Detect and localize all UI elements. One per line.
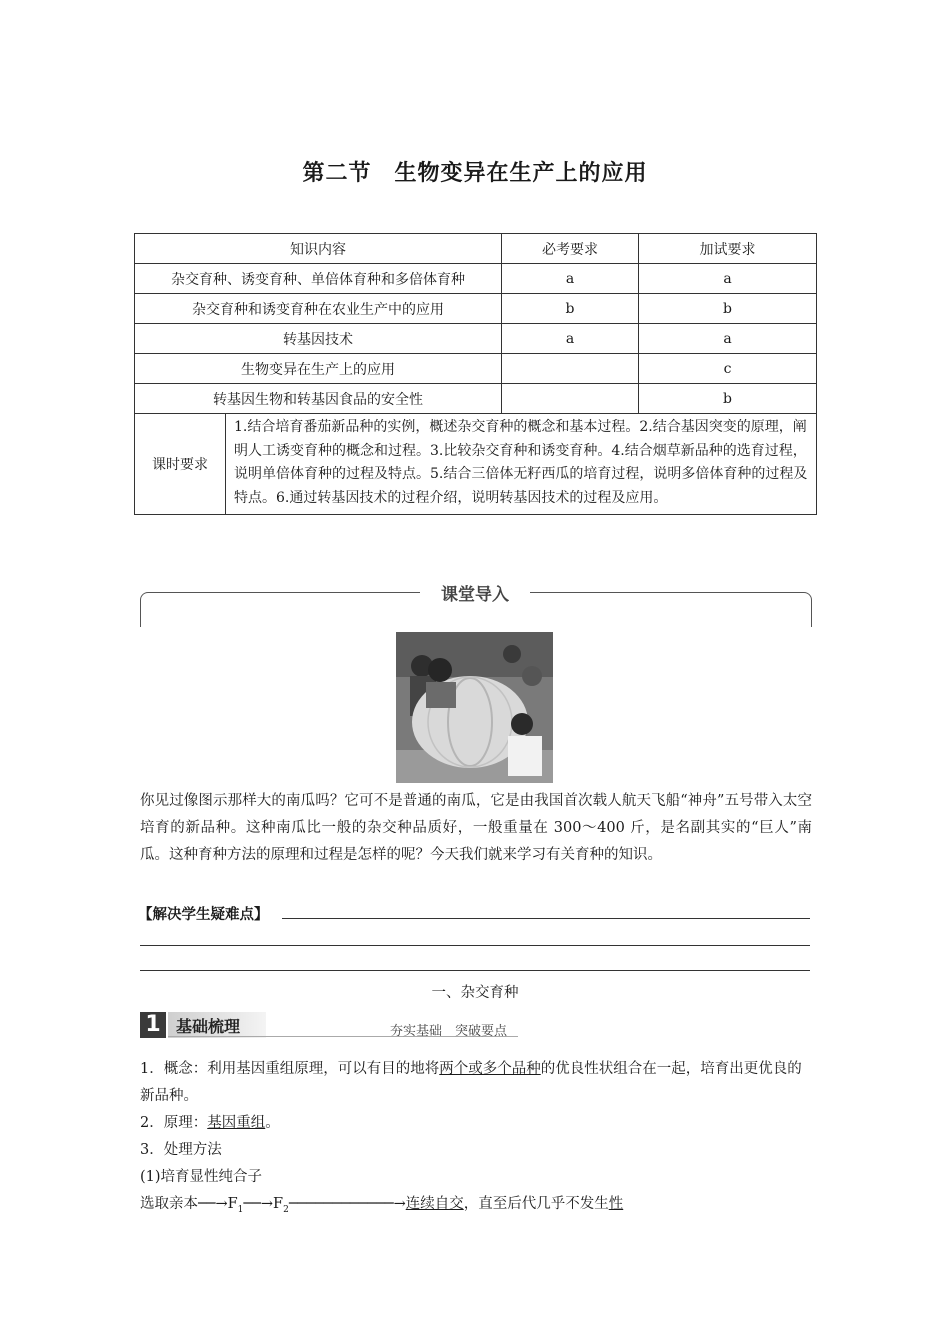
giant-pumpkin-photo	[396, 632, 553, 783]
process-line	[140, 1191, 812, 1224]
concept-paragraph	[140, 1056, 812, 1110]
table-row	[135, 324, 817, 354]
table-cell: a	[639, 264, 817, 294]
requirement-text: 1.结合培育番茄新品种的实例，概述杂交育种的概念和基本过程。2.结合基因突变的原理，阐明人工诱变育种的概念和过程。3.比较杂交育种和诱变育种。4.结合烟草新品种的选育过程，说明单倍体育种的过程及特点。5.结合三倍体无籽西瓜的培育过程，说明多倍体育种的过程及特点。6.通过转基因技术的过程介绍，说明转基因技术的过程及应用。	[226, 414, 817, 515]
table-header-cell: 加试要求	[639, 234, 817, 264]
table-row	[135, 384, 817, 414]
table-cell: c	[639, 354, 817, 384]
table-cell: b	[502, 294, 639, 324]
text-span: 1．概念：利用基因重组原理，可以有目的地将	[140, 1061, 440, 1077]
page-title: 第二节 生物变异在生产上的应用	[302, 161, 648, 186]
method-subheading: (1)培育显性纯合子	[140, 1169, 263, 1185]
table-cell	[502, 354, 639, 384]
table-cell: 转基因技术	[135, 324, 502, 354]
answer-line	[140, 970, 810, 971]
answer-line	[140, 945, 810, 946]
table-row	[135, 294, 817, 324]
table-cell: a	[502, 324, 639, 354]
table-header-cell: 知识内容	[135, 234, 502, 264]
table-cell: 转基因生物和转基因食品的安全性	[135, 384, 502, 414]
table-cell: a	[639, 324, 817, 354]
requirements-table	[134, 233, 817, 515]
table-cell: 杂交育种和诱变育种在农业生产中的应用	[135, 294, 502, 324]
underlined-answer: 基因重组	[207, 1115, 266, 1131]
text-span: 2．原理：	[140, 1115, 208, 1131]
section-badge-number: 1	[140, 1012, 166, 1038]
method-heading: 3．处理方法	[140, 1142, 222, 1158]
section-badge-label: 基础梳理	[176, 1017, 241, 1036]
table-header-row	[135, 234, 817, 264]
text-span: 。	[265, 1115, 280, 1131]
table-cell: 生物变异在生产上的应用	[135, 354, 502, 384]
section-badge-subtitle: 夯实基础 突破要点	[390, 1024, 508, 1039]
answer-line	[282, 918, 810, 919]
requirement-label: 课时要求	[135, 414, 226, 515]
table-cell	[502, 384, 639, 414]
text-span: 选取亲本──→F	[140, 1196, 238, 1212]
table-row	[135, 354, 817, 384]
text-span: 的优良性状组合在一起，培育出更优良的新品种。	[140, 1061, 802, 1104]
table-row	[135, 264, 817, 294]
arrow-text: ────────────→	[288, 1196, 406, 1212]
requirement-row	[135, 414, 817, 515]
table-cell: 杂交育种、诱变育种、单倍体育种和多倍体育种	[135, 264, 502, 294]
table-cell: b	[639, 294, 817, 324]
text-span: ──→F	[243, 1196, 284, 1212]
intro-heading: 课堂导入	[420, 580, 530, 605]
difficult-points-label: 【解决学生疑难点】	[138, 906, 269, 923]
section-title: 一、杂交育种	[431, 985, 519, 1001]
table-header-cell: 必考要求	[502, 234, 639, 264]
underlined-answer: 性	[608, 1196, 624, 1212]
underlined-answer: 两个或多个品种	[439, 1061, 541, 1077]
pumpkin-illustration	[396, 632, 553, 783]
underlined-answer: 连续自交	[405, 1196, 464, 1212]
subscript: 1	[237, 1204, 244, 1215]
principle-paragraph	[140, 1110, 812, 1137]
intro-paragraph: 你见过像图示那样大的南瓜吗？它可不是普通的南瓜，它是由我国首次载人航天飞船“神舟”五号带入太空培育的新品种。这种南瓜比一般的杂交种品质好，一般重量在 300～400 斤，是名副其实的“巨人”南瓜。这种育种方法的原理和过程是怎样的呢？今天我们就来学习有关育种的知识。	[140, 793, 812, 863]
table-cell: b	[639, 384, 817, 414]
text-span: ，直至后代几乎不发生	[463, 1196, 609, 1212]
subscript: 2	[283, 1204, 289, 1215]
table-cell: a	[502, 264, 639, 294]
